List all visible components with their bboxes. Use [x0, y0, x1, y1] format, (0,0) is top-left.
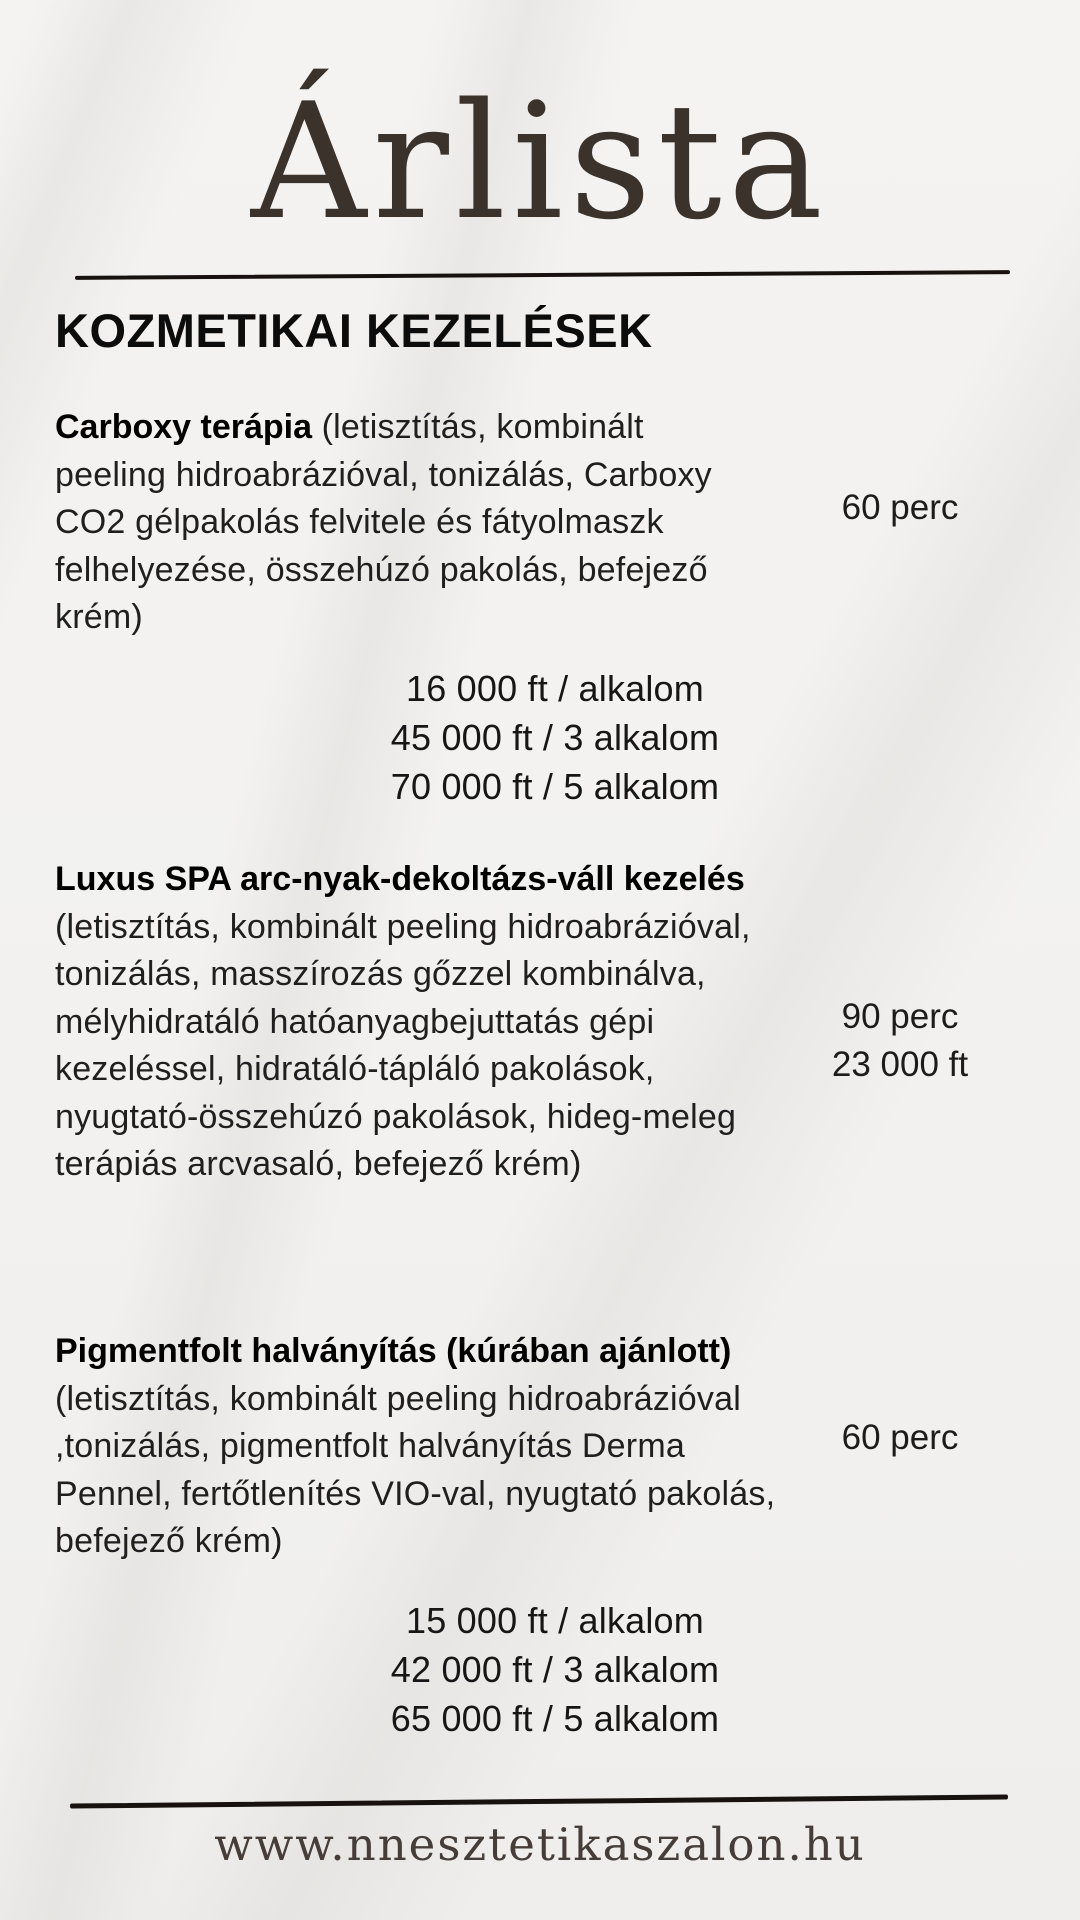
treatment-duration: 60 perc	[841, 488, 959, 527]
poster-title: Árlista	[250, 68, 830, 255]
treatment-price-options	[205, 1596, 905, 1743]
treatment-item-carboxy	[55, 404, 755, 642]
treatment-duration: 60 perc	[841, 1418, 959, 1457]
treatment-item-pigmentfolt	[55, 1328, 800, 1566]
footer-divider-line	[70, 1794, 1008, 1808]
treatment-price: 23 000 ft	[831, 1045, 969, 1084]
price-option: 65 000 ft / 5 alkalom	[390, 1698, 720, 1739]
treatment-duration-and-price	[790, 993, 1010, 1089]
price-option: 42 000 ft / 3 alkalom	[390, 1649, 720, 1690]
treatment-duration: 90 perc	[841, 997, 959, 1036]
treatment-description: (letisztítás, kombinált peeling hidroabrázióval, tonizálás, masszírozás gőzzel kombinálva, mélyhidratáló hatóanyagbejuttatás gépi kezeléssel, hidratáló-tápláló pakolások, nyugtató-összehúzó pakolások, hideg-meleg terápiás arcvasaló, befejező krém)	[55, 907, 751, 1183]
treatment-name: Luxus SPA arc-nyak-dekoltázs-váll kezelés	[55, 860, 745, 898]
price-option: 15 000 ft / alkalom	[406, 1600, 704, 1641]
treatment-name: Carboxy terápia	[55, 408, 312, 446]
price-option: 70 000 ft / 5 alkalom	[390, 766, 720, 807]
treatment-name: Pigmentfolt halványítás (kúrában ajánlott)	[55, 1332, 732, 1370]
treatment-description: (letisztítás, kombinált peeling hidroabrázióval, tonizálás, Carboxy CO2 gélpakolás felvitele és fátyolmaszk felhelyezése, összehúzó pakolás, befejező krém)	[55, 408, 712, 636]
price-option: 16 000 ft / alkalom	[406, 668, 704, 709]
price-option: 45 000 ft / 3 alkalom	[390, 717, 720, 758]
treatment-item-luxus-spa	[55, 856, 775, 1189]
treatment-description: (letisztítás, kombinált peeling hidroabrázióval ,tonizálás, pigmentfolt halványítás Derma Pennel, fertőtlenítés VIO-val, nyugtató pakolás, befejező krém)	[55, 1379, 776, 1560]
website-url: www.nnesztetikaszalon.hu	[214, 1818, 866, 1871]
section-heading: KOZMETIKAI KEZELÉSEK	[55, 304, 653, 357]
treatment-price-options	[205, 664, 905, 811]
